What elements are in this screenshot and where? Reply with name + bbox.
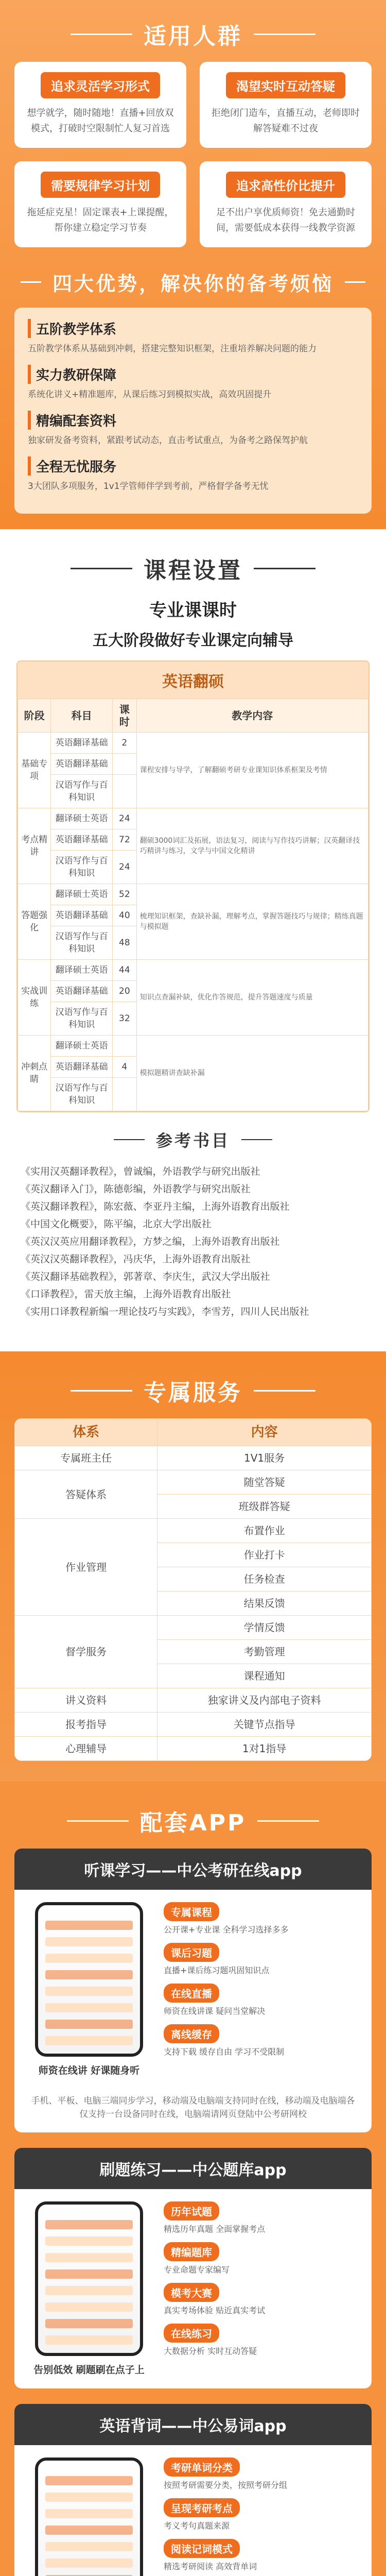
service-item-cell: 独家讲义及内部电子资料: [157, 1688, 372, 1713]
table-row: [15, 1470, 372, 1495]
screen-line: [45, 2526, 133, 2535]
screen-line: [45, 2286, 133, 2295]
course-table: [16, 660, 370, 1112]
feature-title: 课后习题: [164, 1943, 219, 1962]
content-cell: 梳理知识框架，查缺补漏，理解考点，掌握答题技巧与规律；精练真题与模拟题: [136, 884, 368, 960]
feature-desc: 按照考研需要分类，按照考研分组: [164, 2480, 288, 2490]
hours-cell: 2: [113, 733, 137, 754]
system-cell: 作业管理: [15, 1519, 157, 1616]
title-line: [345, 281, 365, 283]
table-row: [18, 733, 369, 754]
book-item: 《实用汉英翻译教程》，曾诚编，外语教学与研究出版社: [21, 1166, 260, 1177]
audience-item: [14, 161, 186, 247]
hours-cell: 20: [113, 981, 137, 1002]
feature-desc: 考义考句真题来源: [164, 2521, 230, 2531]
service-item-cell: 考勤管理: [157, 1640, 372, 1664]
app-body: [14, 2445, 372, 2576]
app-card: [14, 1849, 372, 2132]
table-row: [15, 1616, 372, 1640]
feature-desc: 支持下载 缓存自由 学习不受限制: [164, 2047, 285, 2057]
app-card: [14, 2404, 372, 2576]
book-item: 《英汉翻译教程》，陈宏薇、李亚丹主编，上海外语教育出版社: [21, 1201, 290, 1212]
title-line: [254, 1390, 315, 1392]
advantage-item: [28, 456, 358, 493]
feature-title: 离线缓存: [164, 2024, 219, 2043]
advantage-item: [28, 365, 358, 401]
audience-tag: 追求灵活学习形式: [41, 72, 160, 98]
subject-cell: 汉语写作与百科知识: [51, 851, 113, 884]
system-cell: 报考指导: [15, 1713, 157, 1737]
screen-line: [45, 2335, 133, 2345]
screen-line: [45, 2302, 133, 2312]
phone-mockup: [25, 2201, 153, 2376]
apps-list: [0, 1849, 386, 2576]
app-feature: [164, 2283, 361, 2316]
book-item: 《英汉翻译基础教程》，郭著章、李庆生，武汉大学出版社: [21, 1271, 270, 1282]
apps-title: [0, 1804, 386, 1837]
subject-cell: 翻译硕士英语: [51, 884, 113, 905]
hours-cell: 48: [113, 926, 137, 960]
feature-desc: 专业命题专家编写: [164, 2265, 230, 2275]
table-row: [15, 1713, 372, 1737]
book-item: 《实用口译教程新编一理论技巧与实践》，李雪芳，四川人民出版社: [21, 1306, 309, 1317]
app-feature: [164, 2242, 361, 2276]
service-item-cell: 作业打卡: [157, 1543, 372, 1567]
stage-cell: 答题强化: [18, 884, 51, 960]
audience-item: [14, 62, 186, 148]
feature-desc: 公开课+专业课 全科学习选择多多: [164, 1925, 289, 1935]
advantage-title: 全程无忧服务: [28, 456, 358, 476]
screen-line: [45, 2269, 133, 2279]
table-row: [18, 1036, 369, 1057]
feature-title: 专属课程: [164, 1902, 219, 1921]
course-table-title: 英语翻硕: [17, 662, 369, 699]
app-name: 听课学习——中公考研在线app: [14, 1849, 372, 1890]
title-line: [21, 281, 41, 283]
title-line: [254, 33, 315, 35]
phone-screen: [35, 2201, 143, 2356]
app-feature: [164, 2458, 361, 2491]
service-item-cell: 随堂答疑: [157, 1470, 372, 1495]
content-cell: 模拟题精讲查缺补漏: [136, 1036, 368, 1111]
book-item: 《英汉翻译入门》，陈德彰编，外语教学与研究出版社: [21, 1183, 251, 1195]
hours-cell: [113, 1036, 137, 1057]
screen-line: [45, 2542, 133, 2551]
screen-line: [45, 2036, 133, 2045]
feature-title: 历年试题: [164, 2201, 219, 2221]
app-body: [14, 2189, 372, 2388]
table-row: [18, 884, 369, 905]
subject-cell: 汉语写作与百科知识: [51, 1002, 113, 1036]
audience-title: [0, 18, 386, 50]
screen-line: [45, 2493, 133, 2502]
app-features: [164, 2458, 361, 2576]
feature-title: 精编题库: [164, 2242, 219, 2261]
subject-cell: 翻译硕士英语: [51, 808, 113, 829]
service-item-cell: 关键节点指导: [157, 1713, 372, 1737]
advantage-item: [28, 411, 358, 447]
service-item-cell: 学情反馈: [157, 1616, 372, 1640]
hours-cell: [113, 1078, 137, 1111]
audience-text: 足不出户享优质师资！免去通勤时间，需要低成本获得一线教学资源: [216, 207, 355, 233]
service-item-cell: 1V1服务: [157, 1446, 372, 1470]
app-feature: [164, 2024, 361, 2058]
title-line: [67, 1820, 129, 1822]
hours-cell: 24: [113, 808, 137, 829]
system-cell: 专属班主任: [15, 1446, 157, 1470]
system-cell: 答疑体系: [15, 1470, 157, 1519]
content-cell: 课程安排与导学，了解翻硕考研专业课知识体系框架及考情: [136, 733, 368, 808]
service-table: [14, 1418, 372, 1761]
phone-mockup: [25, 1902, 153, 2077]
feature-desc: 直播+课后练习题巩固知识点: [164, 1965, 270, 1975]
hours-cell: 4: [113, 1057, 137, 1078]
table-row: [18, 960, 369, 981]
service-title: [0, 1374, 386, 1407]
table-row: [15, 1688, 372, 1713]
content-cell: 知识点查漏补缺，优化作答规范，提升答题速度与质量: [136, 960, 368, 1036]
service-item-cell: 1对1指导: [157, 1737, 372, 1761]
service-item-cell: 任务检查: [157, 1567, 372, 1591]
subject-cell: 翻译硕士英语: [51, 1036, 113, 1057]
subject-cell: 汉语写作与百科知识: [51, 775, 113, 808]
audience-item: [200, 62, 372, 148]
advantage-text: 独家研发备考资料，紧跟考试动态，直击考试重点，为备考之路保驾护航: [28, 435, 308, 446]
phone-screen: [35, 1902, 143, 2057]
screen-line: [45, 2003, 133, 2012]
title-line: [254, 568, 315, 569]
books-list: [21, 1163, 365, 1320]
stage-cell: 基础专项: [18, 733, 51, 808]
service-item-cell: 布置作业: [157, 1519, 372, 1543]
subject-cell: 英语翻译基础: [51, 905, 113, 926]
app-caption: 告别低效 刷题刷在点子上: [33, 2364, 145, 2376]
app-feature: [164, 2498, 361, 2532]
advantages-box: [14, 308, 372, 514]
title-line: [71, 568, 132, 569]
subject-cell: 英语翻译基础: [51, 981, 113, 1002]
advantage-item: [28, 319, 358, 355]
service-item-cell: 班级群答疑: [157, 1495, 372, 1519]
table-row: [15, 1446, 372, 1470]
audience-item: [200, 161, 372, 247]
col-items: 内容: [157, 1419, 372, 1446]
screen-line: [45, 2220, 133, 2229]
screen-line: [45, 2558, 133, 2568]
advantages-title: [0, 268, 386, 296]
app-features: [164, 1902, 361, 2077]
advantage-text: 系统化讲义+精准题库，从课后练习到模拟实战，高效巩固提升: [28, 389, 272, 400]
app-features: [164, 2201, 361, 2376]
service-section: [0, 1351, 386, 1782]
hours-cell: 52: [113, 884, 137, 905]
course-sub1: 专业课课时: [149, 600, 237, 621]
feature-desc: 真实考场体验 贴近真实考试: [164, 2306, 266, 2315]
col-subject: 科目: [51, 699, 113, 733]
apps-section: [0, 1782, 386, 2576]
service-item-cell: 课程通知: [157, 1664, 372, 1688]
subject-cell: 英语翻译基础: [51, 1057, 113, 1078]
app-feature: [164, 2201, 361, 2235]
col-stage: 阶段: [18, 699, 51, 733]
app-feature: [164, 1984, 361, 2017]
audience-text: 拒绝闭门造车，直播互动，老师即时解答疑难不过夜: [212, 108, 360, 134]
app-body: [14, 1890, 372, 2089]
title-line: [71, 33, 132, 35]
hours-cell: 44: [113, 960, 137, 981]
stage-cell: 冲刺点睛: [18, 1036, 51, 1111]
audience-tag: 追求高性价比提升: [226, 172, 345, 198]
app-name: 刷题练习——中公题库app: [14, 2148, 372, 2189]
table-row: [15, 1519, 372, 1543]
system-cell: 督学服务: [15, 1616, 157, 1688]
hours-cell: 24: [113, 851, 137, 884]
service-table-body: [15, 1446, 372, 1761]
stage-cell: 实战训练: [18, 960, 51, 1036]
audience-text: 拖延症克星！固定课表+上课提醒，帮你建立稳定学习节奏: [27, 207, 174, 233]
book-item: 《中国文化概要》，陈平编，北京大学出版社: [21, 1218, 212, 1230]
subject-cell: 英语翻译基础: [51, 754, 113, 775]
feature-title: 呈现考研考点: [164, 2498, 240, 2517]
advantage-title: 精编配套资料: [28, 411, 358, 430]
screen-line: [45, 1987, 133, 1996]
subject-cell: 汉语写作与百科知识: [51, 1078, 113, 1111]
course-title-text: 课程设置: [144, 557, 242, 584]
app-feature: [164, 1943, 361, 1976]
hours-cell: [113, 775, 137, 808]
audience-text: 想学就学，随时随地！直播+回放双模式，打破时空限制忙人复习首选: [27, 108, 174, 134]
service-title-text: 专属服务: [144, 1380, 242, 1406]
screen-line: [45, 2509, 133, 2518]
screen-line: [45, 2236, 133, 2246]
feature-desc: 大数据分析 实时互动答疑: [164, 2346, 257, 2356]
feature-desc: 精选历年真题 全面掌握考点: [164, 2224, 266, 2234]
col-hours: 课时: [113, 699, 137, 733]
system-cell: 讲义资料: [15, 1688, 157, 1713]
course-section: [0, 529, 386, 1351]
book-item: 《英汉汉英翻译教程》，冯庆华，上海外语教育出版社: [21, 1253, 251, 1265]
table-row: [18, 808, 369, 829]
table-row: [15, 1737, 372, 1761]
advantage-text: 五阶教学体系从基础到冲刺，搭建完整知识框架，注重培养解决问题的能力: [28, 344, 317, 354]
service-item-cell: 结果反馈: [157, 1591, 372, 1616]
audience-section: [0, 0, 386, 529]
subject-cell: 英语翻译基础: [51, 733, 113, 754]
title-line: [71, 1390, 132, 1392]
feature-desc: 精选考研阅读 高效背单词: [164, 2562, 257, 2571]
phone-mockup: [25, 2458, 153, 2576]
audience-tag: 渴望实时互动答疑: [226, 72, 345, 98]
stage-cell: 考点精讲: [18, 808, 51, 884]
feature-title: 阅读记词模式: [164, 2539, 240, 2558]
app-card: [14, 2148, 372, 2388]
hours-cell: 32: [113, 1002, 137, 1036]
screen-line: [45, 1937, 133, 1946]
content-cell: 翻硕3000词汇及拓展，语法复习，阅读与写作技巧讲解；汉英翻译技巧精讲与练习，文学与中国文化精讲: [136, 808, 368, 884]
feature-title: 在线练习: [164, 2324, 219, 2343]
screen-line: [45, 1921, 133, 1930]
app-name: 英语背词——中公易词app: [14, 2404, 372, 2445]
title-line: [257, 1820, 319, 1822]
screen-line: [45, 2319, 133, 2328]
hours-cell: 72: [113, 829, 137, 851]
apps-title-text: 配套APP: [139, 1810, 247, 1836]
hours-cell: [113, 754, 137, 775]
subject-cell: 汉语写作与百科知识: [51, 926, 113, 960]
hours-cell: 40: [113, 905, 137, 926]
book-item: 《英汉汉英应用翻译教程》，方梦之编，上海外语教育出版社: [21, 1236, 280, 1247]
feature-title: 在线直播: [164, 1984, 219, 2003]
books-title: [0, 1128, 386, 1151]
title-line: [114, 1139, 145, 1140]
screen-line: [45, 2476, 133, 2485]
screen-line: [45, 2253, 133, 2262]
audience-grid: [14, 62, 372, 247]
advantage-title: 五阶教学体系: [28, 319, 358, 338]
book-item: 《口译教程》，雷天放主编，上海外语教育出版社: [21, 1289, 231, 1300]
subject-cell: 英语翻译基础: [51, 829, 113, 851]
col-content: 教学内容: [136, 699, 368, 733]
screen-line: [45, 1970, 133, 1979]
advantage-title: 实力教研保障: [28, 365, 358, 384]
feature-title: 考研单词分类: [164, 2458, 240, 2477]
col-system: 体系: [15, 1419, 157, 1446]
feature-title: 模考大赛: [164, 2283, 219, 2302]
screen-line: [45, 1954, 133, 1963]
system-cell: 心理辅导: [15, 1737, 157, 1761]
app-feature: [164, 2324, 361, 2357]
phone-screen: [35, 2458, 143, 2576]
advantage-text: 3大团队多项服务，1v1学管师伴学到考前，严格督学备考无忧: [28, 481, 269, 492]
advantages-title-text: 四大优势，解决你的备考烦恼: [52, 273, 334, 295]
app-caption: 师资在线讲 好课随身听: [38, 2065, 140, 2076]
audience-title-text: 适用人群: [144, 23, 242, 49]
title-line: [241, 1139, 272, 1140]
app-foot: 手机、平板、电脑三端同步学习，移动端及电脑端支持同时在线，移动端及电脑端各仅支持一台设备同时在线，电脑端请网页登陆中公考研网校: [31, 2096, 355, 2120]
app-feature: [164, 1902, 361, 1936]
course-table-body: [18, 733, 369, 1111]
course-sub2: 五大阶段做好专业课定向辅导: [93, 632, 293, 650]
feature-desc: 师资在线讲课 疑问当堂解决: [164, 2006, 266, 2016]
subject-cell: 翻译硕士英语: [51, 960, 113, 981]
course-title: [0, 552, 386, 585]
app-feature: [164, 2539, 361, 2572]
screen-line: [45, 2020, 133, 2029]
audience-tag: 需要规律学习计划: [41, 172, 160, 198]
books-title-text: 参考书目: [155, 1131, 230, 1150]
